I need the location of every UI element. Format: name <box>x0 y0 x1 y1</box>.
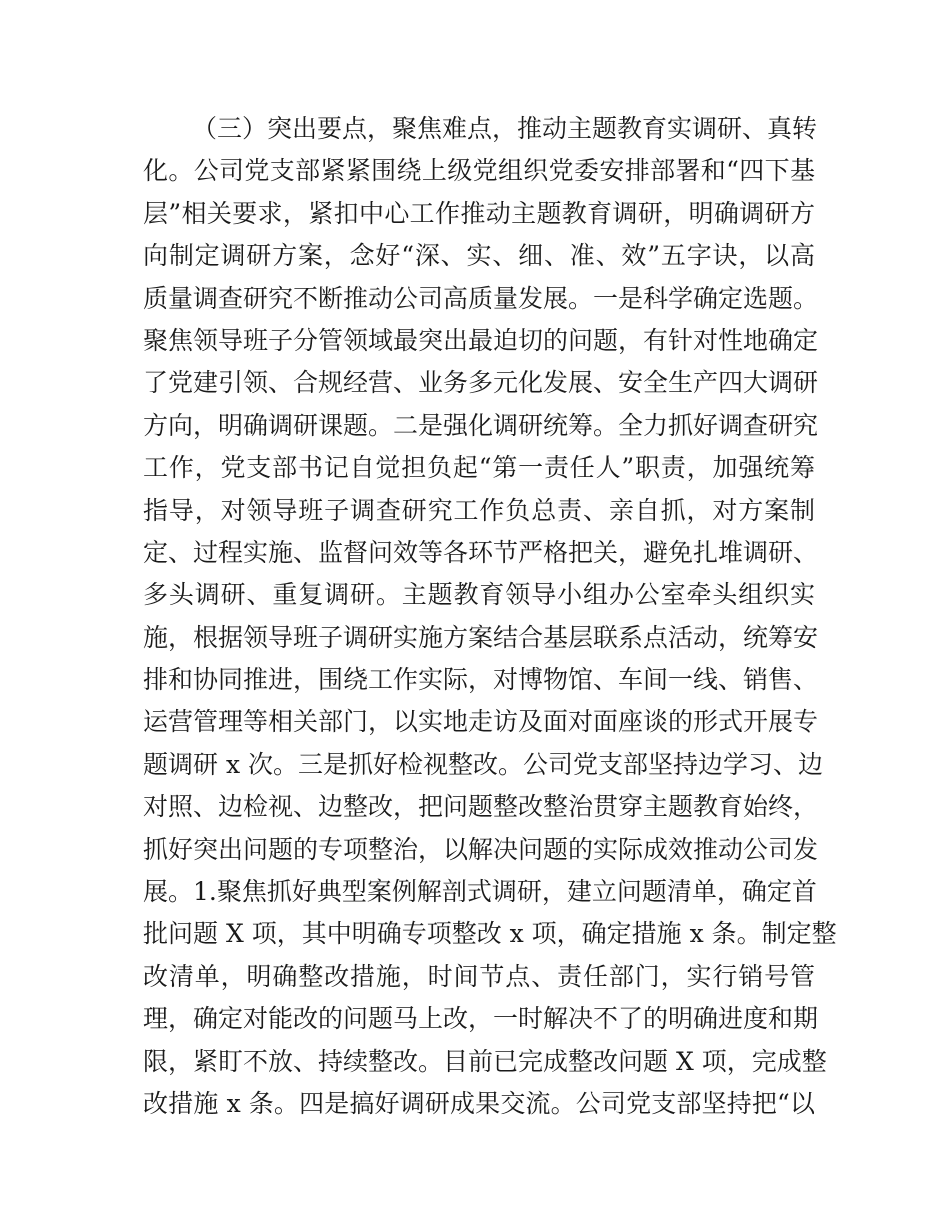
text-line: 了党建引领、合规经营、业务多元化发展、安全生产四大调研 <box>143 368 819 398</box>
text-line: 方向，明确调研课题。二是强化调研统筹。全力抓好调查研究 <box>143 410 819 440</box>
text-line: 运营管理等相关部门，以实地走访及面对面座谈的形式开展专 <box>143 707 819 737</box>
text-line: 工作，党支部书记自觉担负起“第一责任人”职责，加强统筹 <box>143 453 815 483</box>
text-line: 批问题 X 项，其中明确专项整改 x 项，确定措施 x 条。制定整 <box>143 919 837 949</box>
text-line: 指导，对领导班子调查研究工作负总责、亲自抓，对方案制 <box>143 495 815 525</box>
text-line: 聚焦领导班子分管领域最突出最迫切的问题，有针对性地确定 <box>143 325 819 355</box>
text-line: 抓好突出问题的专项整治，以解决问题的实际成效推动公司发 <box>143 834 819 864</box>
text-line: 题调研 x 次。三是抓好检视整改。公司党支部坚持边学习、边 <box>143 749 823 779</box>
text-line: 施，根据领导班子调研实施方案结合基层联系点活动，统筹安 <box>143 622 819 652</box>
text-line: 质量调查研究不断推动公司高质量发展。一是科学确定选题。 <box>143 283 819 313</box>
body-paragraph <box>143 108 837 1125</box>
text-line: 限，紧盯不放、持续整改。目前已完成整改问题 X 项，完成整 <box>143 1046 827 1076</box>
text-line: 化。公司党支部紧紧围绕上级党组织党委安排部署和“四下基 <box>143 156 815 186</box>
text-line: 展。1.聚焦抓好典型案例解剖式调研，建立问题清单，确定首 <box>143 877 817 907</box>
text-line: 理，确定对能改的问题马上改，一时解决不了的明确进度和期 <box>143 1004 819 1034</box>
text-line: 排和协同推进，围绕工作实际，对博物馆、车间一线、销售、 <box>143 665 819 695</box>
text-line: 层”相关要求，紧扣中心工作推动主题教育调研，明确调研方 <box>143 198 815 228</box>
text-line: （三）突出要点，聚焦难点，推动主题教育实调研、真转 <box>192 114 818 143</box>
text-line: 多头调研、重复调研。主题教育领导小组办公室牵头组织实 <box>143 580 815 610</box>
text-line: 改措施 x 条。四是搞好调研成果交流。公司党支部坚持把“以 <box>143 1088 815 1118</box>
text-line: 改清单，明确整改措施，时间节点、责任部门，实行销号管 <box>143 961 815 991</box>
text-line: 定、过程实施、监督问效等各环节严格把关，避免扎堆调研、 <box>143 537 819 567</box>
text-line: 对照、边检视、边整改，把问题整改整治贯穿主题教育始终， <box>143 792 819 822</box>
text-line: 向制定调研方案，念好“深、实、细、准、效”五字诀，以高 <box>143 241 815 271</box>
